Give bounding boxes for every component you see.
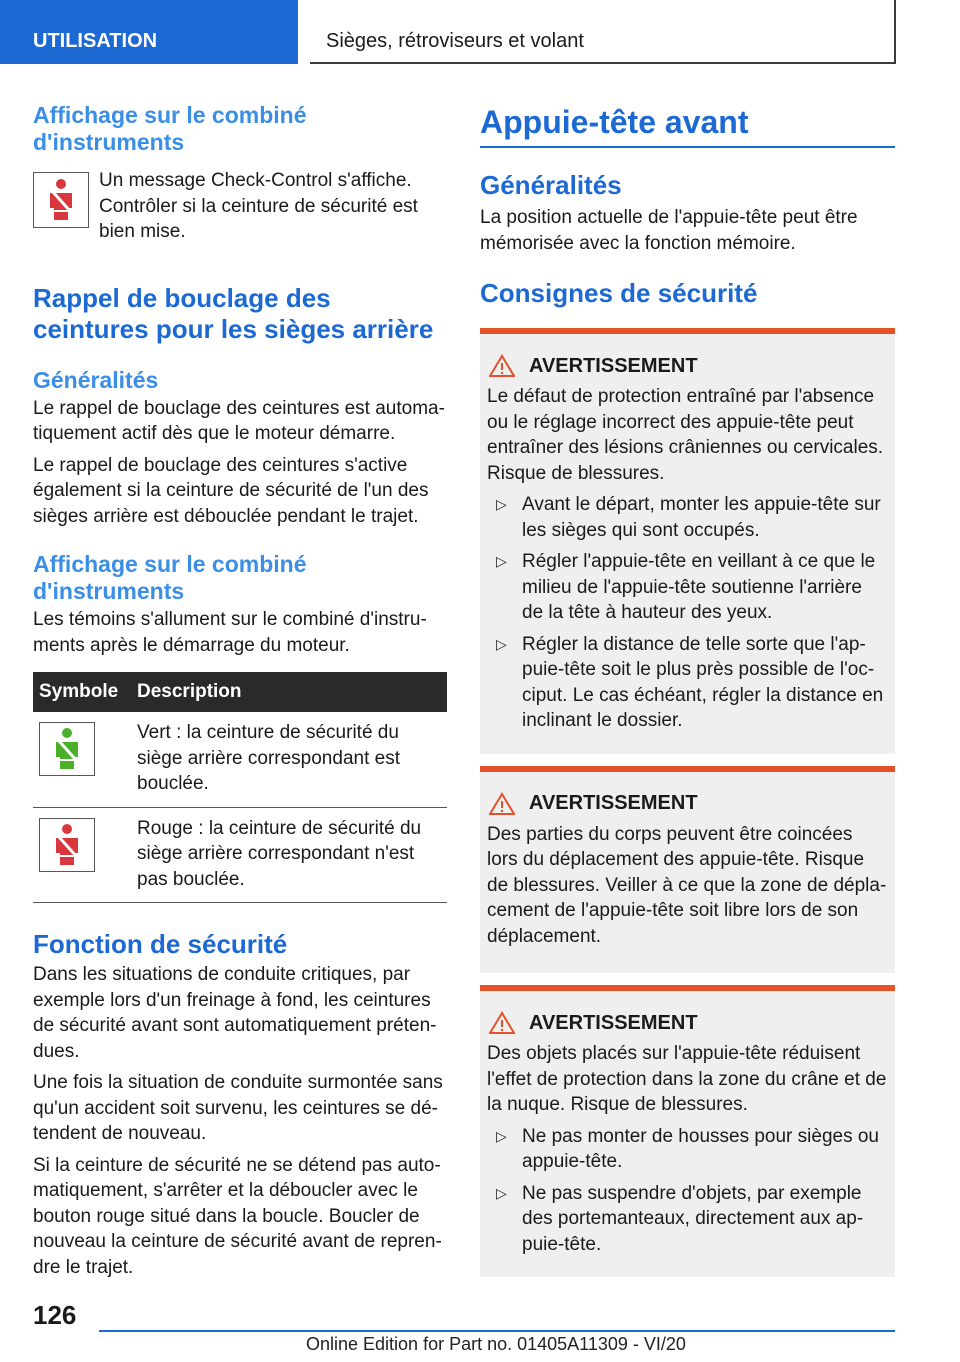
- bullet-triangle-icon: ▷: [496, 1184, 507, 1201]
- description-green: Vert : la ceinture de sécurité du siège arrière correspondant est bouclée.: [131, 712, 447, 807]
- right-column: [480, 102, 895, 1277]
- warning-text: Le défaut de protection entraîné par l'absence ou le réglage incorrect des appuie-tête peut entraîner des lésions crâniennes ou cervicales. Risque de blessures.: [487, 386, 884, 484]
- warning-triangle-icon: [489, 1011, 515, 1035]
- check-control-row: [33, 172, 447, 245]
- warning-list: [487, 492, 888, 734]
- general-paragraph-2: Le rappel de bouclage des ceintures s'active également si la ceinture de sécurité de l'un des sièges arrière est débouclée pendant le trajet.: [33, 454, 429, 527]
- list-item: ▷ Ne pas suspendre d'objets, par exemple des portemanteaux, directement aux appuie-tête.: [487, 1181, 888, 1258]
- page-number: 126: [33, 1300, 77, 1330]
- warning-box: [480, 985, 895, 1277]
- bullet-triangle-icon: ▷: [496, 1127, 507, 1144]
- safety-function-heading: Fonction de sécurité: [33, 929, 288, 959]
- warning-title: AVERTISSEMENT: [487, 354, 888, 378]
- warning-title: AVERTISSEMENT: [487, 1011, 888, 1035]
- list-item: ▷ Ne pas monter de housses pour sièges ou appuie-tête.: [487, 1124, 888, 1175]
- bullet-triangle-icon: ▷: [496, 496, 507, 512]
- safety-instructions-heading: Consignes de sécurité: [480, 278, 758, 308]
- warning-text: Des parties du corps peuvent être coincées lors du déplacement des appuie-tête. Risque de blessures. Veiller à ce que la zone de déplacement de l'appuie-tête soit libre lors de son déplacement.: [487, 823, 887, 947]
- symbol-table: [33, 672, 447, 903]
- edition-text: Online Edition for Part no. 01405A11309 - VI/20: [306, 1334, 686, 1354]
- column-header-symbol: Symbole: [33, 672, 131, 712]
- chapter-tab: [310, 0, 896, 64]
- list-item: ▷ Régler l'appuie-tête en veillant à ce que le milieu de l'appuie-tête soutienne l'arrière de la tête à hauteur des yeux.: [487, 549, 888, 626]
- chapter-label: Sièges, rétroviseurs et volant: [326, 30, 584, 52]
- footer-divider: [99, 1330, 895, 1332]
- description-red: Rouge : la ceinture de sécurité du siège arrière correspondant n'est pas bouclée.: [131, 807, 447, 903]
- display-heading: Affichage sur le combiné d'instruments: [33, 102, 307, 155]
- general-paragraph-right: La position actuelle de l'appuie-tête peut être mémorisée avec la fonction mémoire.: [480, 207, 858, 254]
- left-column: [33, 102, 447, 1280]
- warning-title: AVERTISSEMENT: [487, 792, 888, 816]
- bullet-triangle-icon: ▷: [496, 635, 507, 652]
- display-heading-2: Affichage sur le combiné d'instruments: [33, 551, 307, 604]
- general-paragraph-1: Le rappel de bouclage des ceintures est automatiquement actif dès que le moteur démarre.: [33, 397, 445, 444]
- reminder-heading: Rappel de bouclage des ceintures pour les sièges arrière: [33, 282, 434, 344]
- warning-box: [480, 328, 895, 754]
- table-row: [33, 807, 447, 903]
- seatbelt-unfastened-red-icon: [39, 818, 95, 872]
- seatbelt-warning-red-icon: [33, 172, 89, 228]
- list-item: ▷ Régler la distance de telle sorte que l'appuie-tête soit le plus près possible de l'occiput. Le cas échéant, régler la distance en inclinant le dossier.: [487, 632, 888, 734]
- warning-text: Des objets placés sur l'appuie-tête réduisent l'effet de protection dans la zone du crâne et de la nuque. Risque de blessures.: [487, 1043, 887, 1115]
- headrest-title: Appuie-tête avant: [480, 102, 895, 148]
- warning-triangle-icon: [489, 792, 515, 816]
- check-control-text: Un message Check-Control s'affiche. Contrôler si la ceinture de sécurité est bien mise.: [99, 170, 418, 242]
- bullet-triangle-icon: ▷: [496, 553, 507, 569]
- display-paragraph: Les témoins s'allument sur le combiné d'instruments après le démarrage du moteur.: [33, 609, 427, 656]
- table-row: [33, 712, 447, 807]
- list-item: ▷ Avant le départ, monter les appuie-tête sur les sièges qui sont occupés.: [487, 492, 888, 543]
- section-label: UTILISATION: [33, 30, 158, 52]
- warning-box: [480, 766, 895, 974]
- warning-list: [487, 1124, 888, 1258]
- warning-triangle-icon: [489, 354, 515, 378]
- seatbelt-fastened-green-icon: [39, 722, 95, 776]
- safety-paragraph-1: Dans les situations de conduite critiques, par exemple lors d'un freinage à fond, les ceintures de sécurité avant sont automatiquement prétendues.: [33, 964, 437, 1062]
- general-heading-right: Généralités: [480, 170, 622, 200]
- section-tab: [0, 0, 298, 64]
- safety-paragraph-2: Une fois la situation de conduite surmontée sans qu'un accident soit survenu, les ceintures se détendent de nouveau.: [33, 1072, 443, 1144]
- column-header-description: Description: [131, 672, 447, 712]
- general-heading-left: Généralités: [33, 366, 159, 393]
- safety-paragraph-3: Si la ceinture de sécurité ne se détend pas automatiquement, s'arrêter et la déboucler avec le bouton rouge situé dans la boucle. Boucler de nouveau la ceinture de sécurité avant de reprendre le trajet.: [33, 1154, 442, 1278]
